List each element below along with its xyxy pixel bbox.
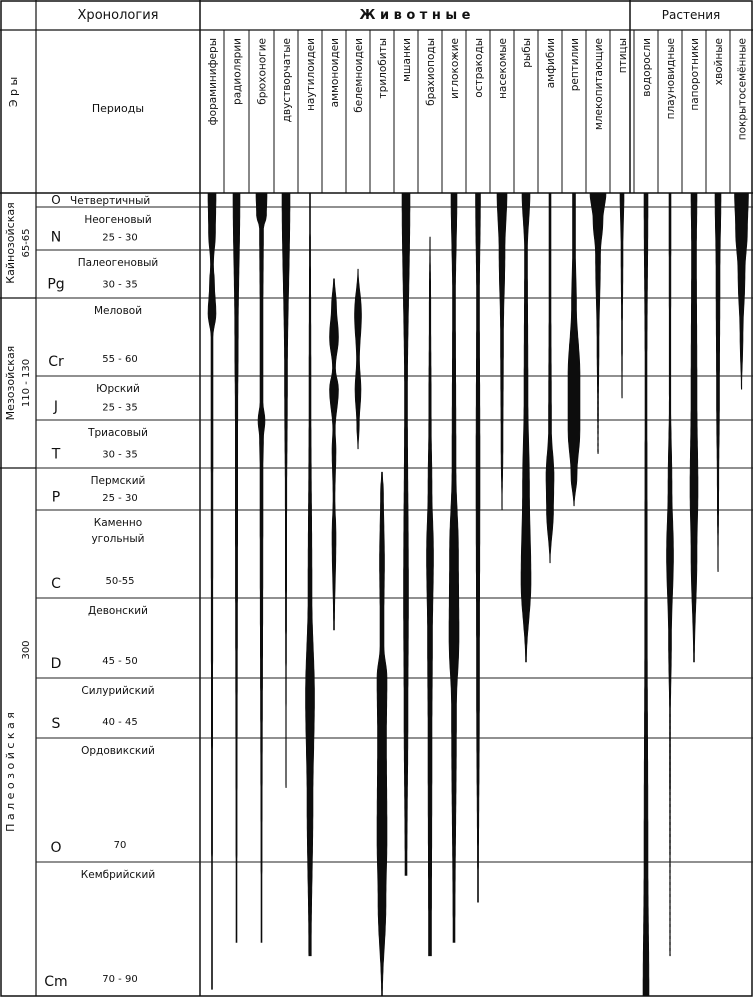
spindle-19 [643, 193, 649, 996]
group-label: амфибии [545, 38, 557, 89]
spindle-9 [402, 193, 410, 875]
group-label: плауновидные [665, 38, 677, 120]
group-label: радиолярии [231, 38, 244, 105]
group-label: иглокожие [449, 38, 461, 99]
period-symbol: O [51, 193, 61, 207]
period-duration: 30 - 35 [102, 449, 138, 461]
spindle-1 [208, 193, 216, 989]
header-animals: Ж и в о т н ы е [359, 8, 471, 23]
era-paleozoic: П а л е о з о й с к а я [4, 712, 17, 832]
group-label: аммоноидеи [329, 38, 341, 108]
group-labels [207, 38, 749, 140]
period-symbol: C [51, 576, 61, 592]
period-duration: 25 - 30 [102, 492, 138, 504]
period-symbol: P [51, 489, 61, 506]
group-label: брахиоподы [425, 38, 437, 106]
spindle-6 [330, 279, 339, 630]
group-label: мшанки [401, 38, 413, 82]
group-label: водоросли [641, 38, 653, 97]
period-duration: 55 - 60 [102, 354, 138, 365]
period-name: Каменно [93, 517, 143, 529]
group-label: покрытосемённые [736, 38, 749, 141]
period-name: Триасовый [88, 427, 148, 439]
period-duration: 30 - 35 [102, 279, 138, 291]
period-name: Неогеновый [84, 214, 152, 226]
period-symbol: T [51, 446, 61, 463]
period-name: Палеогеновый [77, 257, 159, 269]
period-duration: 70 [113, 840, 127, 851]
group-label: млекопитающие [593, 38, 605, 131]
spindle-21 [690, 193, 698, 662]
group-label: трилобиты [377, 38, 389, 99]
spindle-3 [256, 193, 267, 942]
period-symbol: D [50, 656, 62, 672]
era-cenozoic: Кайнозойская [4, 202, 17, 284]
period-name: Силурийский [81, 685, 155, 697]
spindle-10 [427, 237, 434, 956]
period-name: Пермский [90, 475, 146, 487]
period-name: угольный [91, 533, 145, 545]
spindle-12 [476, 193, 481, 902]
period-name: Ордовикский [81, 745, 155, 757]
spindle-2 [233, 193, 240, 942]
period-name: Четвертичный [70, 195, 151, 207]
era-paleozoic-duration: 300 [21, 640, 32, 660]
period-symbol: Cm [44, 974, 68, 990]
period-labels [44, 193, 158, 990]
spindle-15 [546, 193, 554, 563]
header-chronology: Хронология [77, 8, 159, 23]
spindle-22 [715, 193, 721, 572]
period-duration: 70 - 90 [102, 974, 138, 985]
group-label: насекомые [497, 38, 509, 99]
period-symbol: J [53, 399, 59, 416]
period-name: Кембрийский [80, 869, 156, 881]
group-label: двустворчатые [281, 38, 293, 123]
period-duration: 25 - 35 [102, 402, 138, 414]
period-symbol: N [50, 229, 62, 246]
spindle-11 [449, 193, 459, 942]
group-label: птицы [617, 38, 629, 74]
spindle-23 [735, 193, 749, 389]
header-plants: Растения [661, 8, 721, 22]
spindle-4 [282, 193, 290, 788]
era-cenozoic-duration: 65-65 [21, 228, 32, 258]
period-duration: 40 - 45 [102, 716, 138, 728]
period-duration: 25 - 30 [102, 232, 138, 244]
period-name: Девонский [88, 605, 148, 617]
spindle-13 [497, 193, 507, 510]
era-mesozoic-duration: 110 - 130 [21, 358, 32, 408]
spindle-8 [377, 472, 387, 996]
era-labels [4, 202, 32, 832]
spindle-5 [306, 193, 315, 956]
period-symbol: S [51, 716, 61, 732]
period-symbol: Cr [48, 354, 64, 370]
header-eras: Э р ы [7, 76, 20, 108]
period-symbol: O [50, 840, 62, 856]
group-label: белемноидеи [353, 38, 365, 113]
period-duration: 45 - 50 [102, 656, 138, 667]
period-name: Меловой [93, 305, 143, 317]
era-mesozoic: Мезозойская [4, 345, 17, 421]
group-label: рептилии [569, 38, 581, 92]
group-label: наутилоидеи [305, 38, 317, 111]
group-label: брюхоногие [256, 38, 269, 105]
period-symbol: Pg [47, 276, 65, 293]
spindle-16 [568, 193, 580, 506]
spindle-7 [355, 269, 362, 449]
spindles [208, 193, 749, 996]
group-label: фораминиферы [207, 38, 219, 126]
header-periods: Периоды [91, 102, 145, 115]
group-label: хвойные [713, 38, 725, 86]
spindle-18 [620, 193, 624, 398]
spindle-14 [521, 193, 531, 662]
group-label: рыбы [521, 38, 533, 68]
group-label: папоротники [689, 38, 701, 111]
group-label: остракоды [473, 38, 485, 98]
period-duration: 50-55 [105, 576, 135, 587]
period-name: Юрский [96, 383, 140, 395]
